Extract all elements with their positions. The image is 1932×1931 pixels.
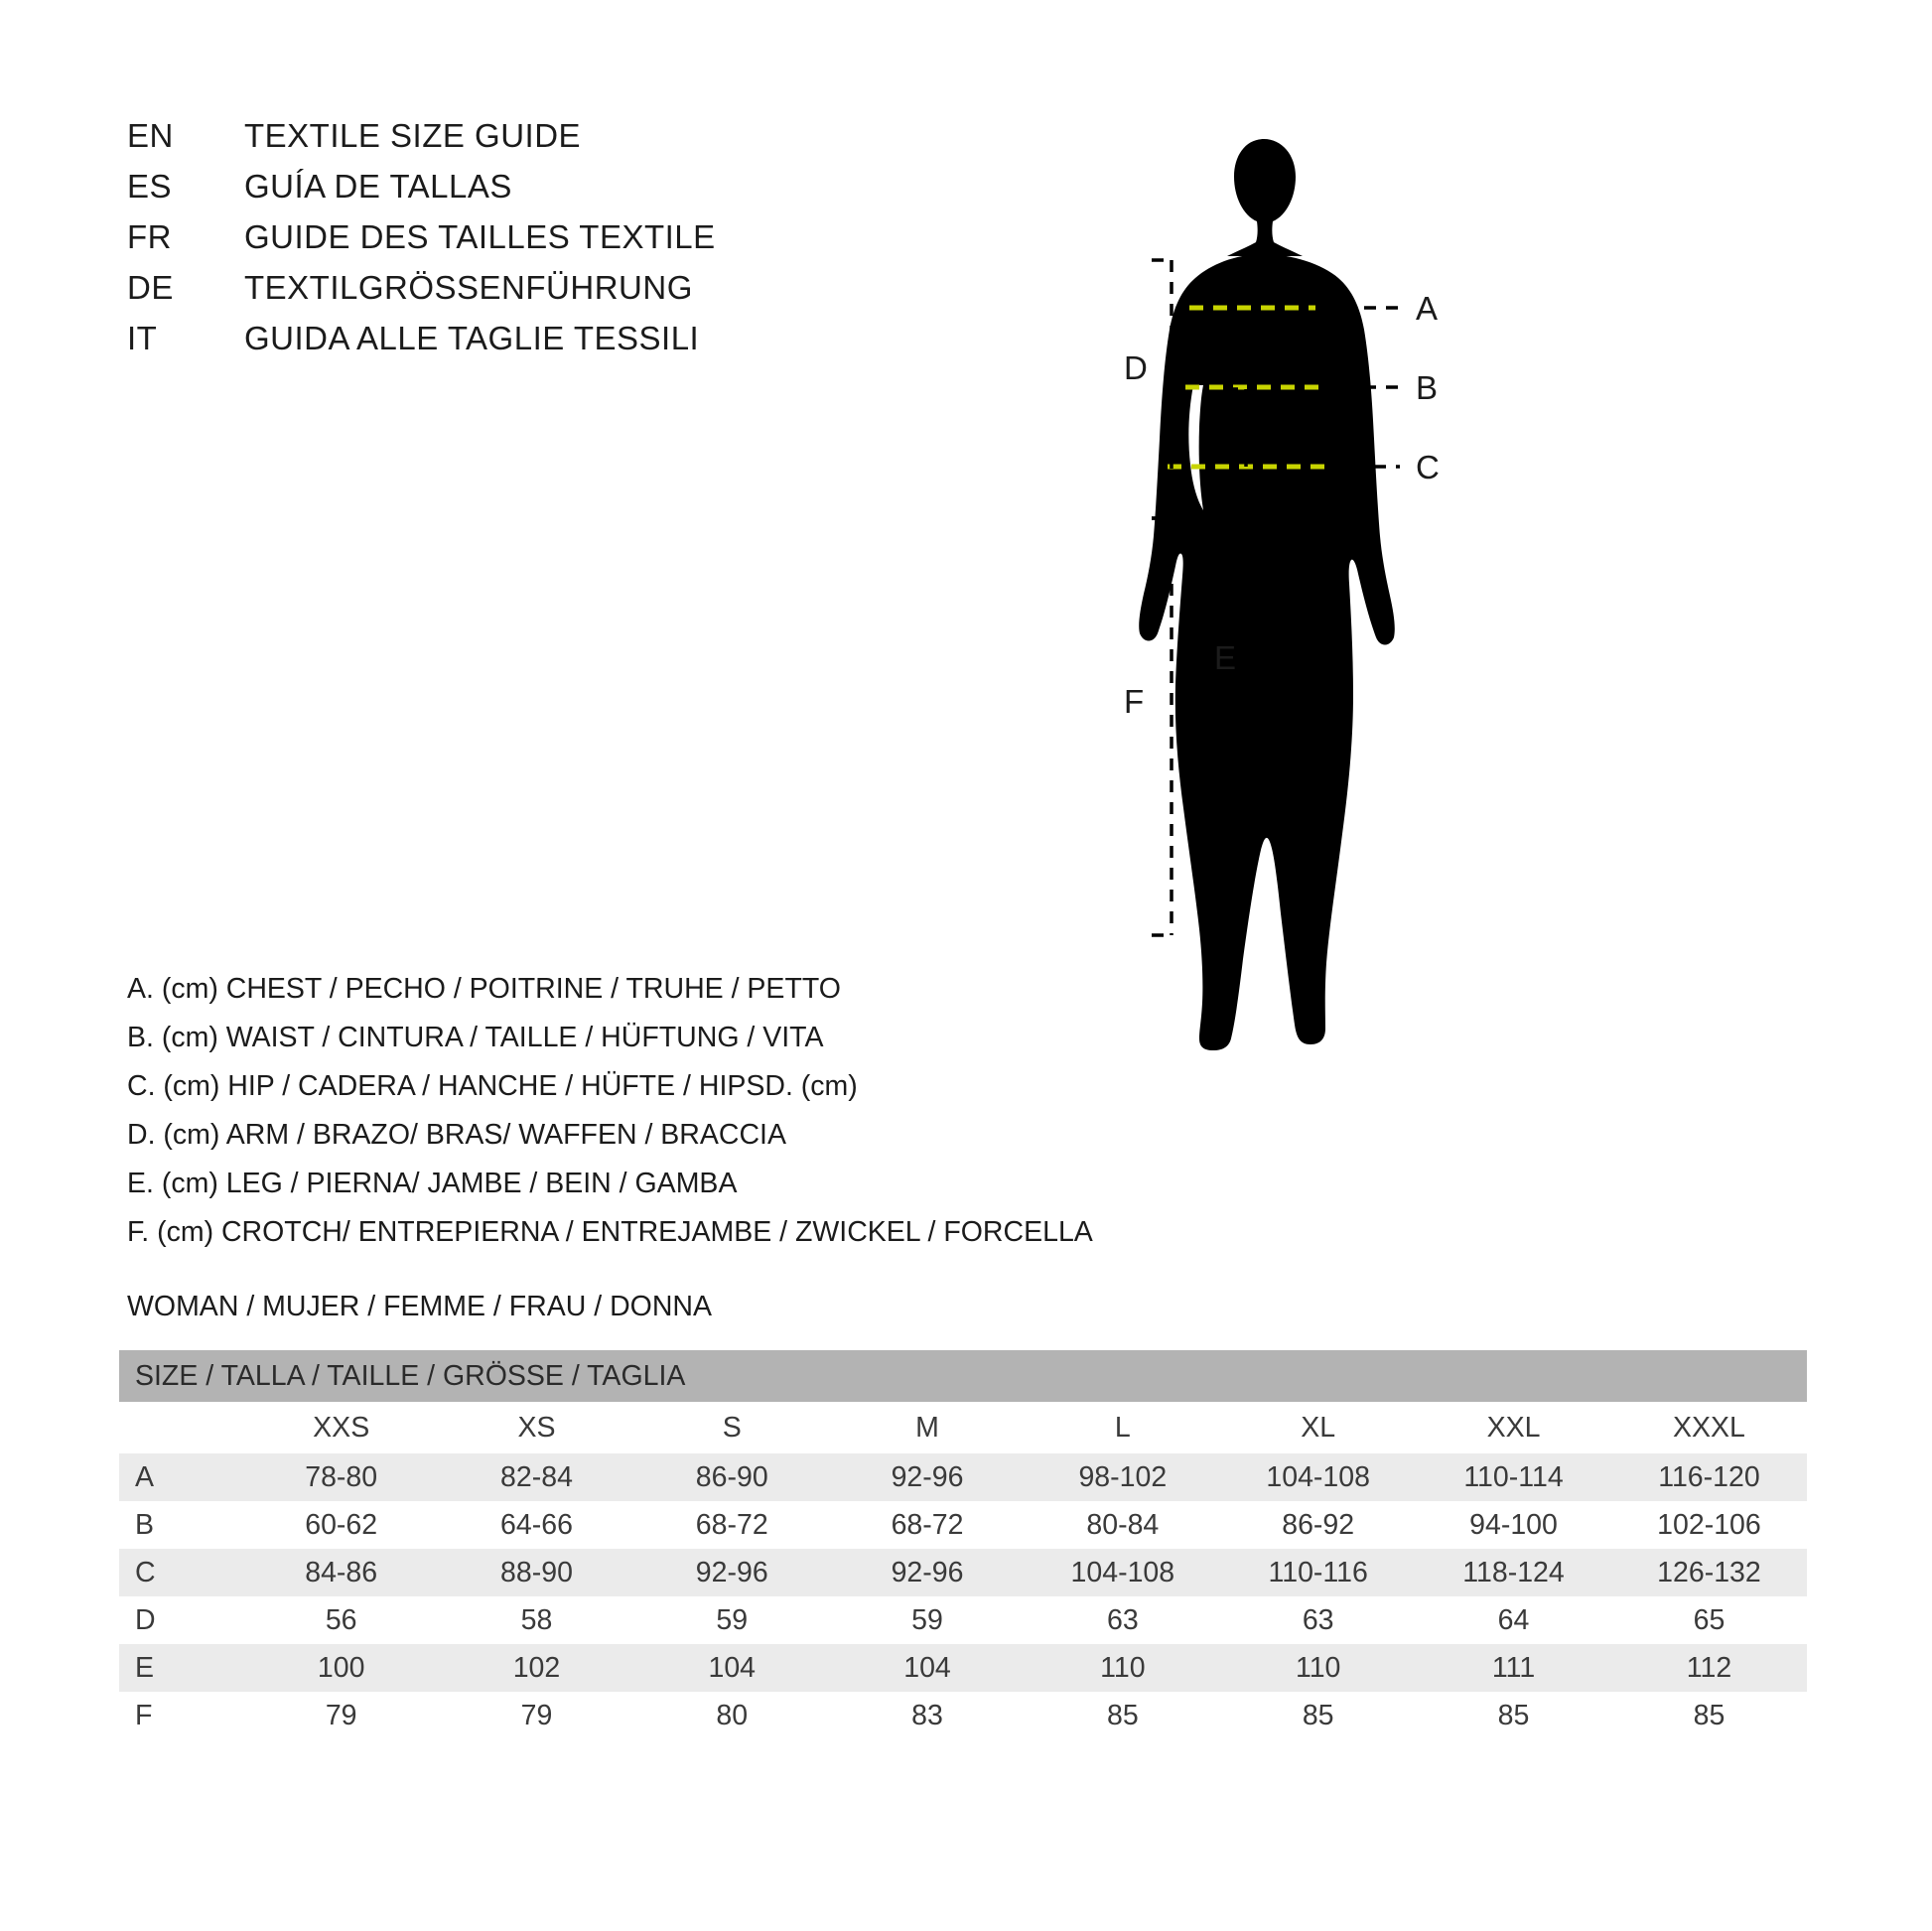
marker-label-b: B: [1416, 369, 1439, 406]
table-row-label-d: D: [119, 1596, 243, 1644]
cell-d-xl: 63: [1220, 1596, 1416, 1644]
cell-c-s: 92-96: [634, 1549, 830, 1596]
language-code-it: IT: [127, 320, 158, 356]
legend-item-a: A. (cm) CHEST / PECHO / POITRINE / TRUHE / PETTO: [127, 973, 841, 1005]
legend-item-b: B. (cm) WAIST / CINTURA / TAILLE / HÜFTUNG / VITA: [127, 1022, 824, 1053]
table-col-header-xs: XS: [439, 1402, 634, 1453]
table-corner-cell: [119, 1402, 243, 1453]
language-code-es: ES: [127, 168, 173, 205]
table-row: [119, 1596, 1807, 1644]
legend-item-e: E. (cm) LEG / PIERNA/ JAMBE / BEIN / GAMBA: [127, 1168, 738, 1199]
legend-item-f: F. (cm) CROTCH/ ENTREPIERNA / ENTREJAMBE / ZWICKEL / FORCELLA: [127, 1216, 1093, 1248]
title-block: [127, 117, 882, 370]
table-row: [119, 1549, 1807, 1596]
legend-item-d: D. (cm) ARM / BRAZO/ BRAS/ WAFFEN / BRACCIA: [127, 1119, 786, 1151]
cell-d-s: 59: [634, 1596, 830, 1644]
marker-label-a: A: [1416, 290, 1439, 327]
marker-label-c: C: [1416, 449, 1440, 485]
title-row-fr: [127, 218, 882, 269]
table-header-row: [119, 1402, 1807, 1453]
table-row: [119, 1453, 1807, 1501]
cell-f-s: 80: [634, 1692, 830, 1739]
legend-item-c: C. (cm) HIP / CADERA / HANCHE / HÜFTE / HIPSD. (cm): [127, 1070, 858, 1102]
table-col-header-s: S: [634, 1402, 830, 1453]
cell-e-l: 110: [1025, 1644, 1220, 1692]
cell-b-l: 80-84: [1025, 1501, 1220, 1549]
table-col-header-xxs: XXS: [243, 1402, 439, 1453]
cell-f-xl: 85: [1220, 1692, 1416, 1739]
cell-b-xxs: 60-62: [243, 1501, 439, 1549]
marker-label-e: E: [1214, 639, 1237, 676]
table-col-header-xxxl: XXXL: [1611, 1402, 1807, 1453]
cell-a-xs: 82-84: [439, 1453, 634, 1501]
cell-a-xl: 104-108: [1220, 1453, 1416, 1501]
table-col-header-xxl: XXL: [1416, 1402, 1611, 1453]
cell-d-xs: 58: [439, 1596, 634, 1644]
cell-d-xxl: 64: [1416, 1596, 1611, 1644]
cell-f-m: 83: [830, 1692, 1026, 1739]
cell-a-m: 92-96: [830, 1453, 1026, 1501]
female-silhouette: [1139, 139, 1395, 1050]
title-row-it: [127, 320, 882, 370]
cell-a-s: 86-90: [634, 1453, 830, 1501]
language-code-fr: FR: [127, 218, 172, 255]
gender-label: WOMAN / MUJER / FEMME / FRAU / DONNA: [127, 1291, 712, 1322]
cell-f-xs: 79: [439, 1692, 634, 1739]
cell-c-l: 104-108: [1025, 1549, 1220, 1596]
table-row-label-e: E: [119, 1644, 243, 1692]
cell-b-xxxl: 102-106: [1611, 1501, 1807, 1549]
table-row: [119, 1501, 1807, 1549]
cell-e-xxs: 100: [243, 1644, 439, 1692]
cell-a-l: 98-102: [1025, 1453, 1220, 1501]
title-row-de: [127, 269, 882, 320]
size-table: [119, 1350, 1807, 1739]
cell-d-xxs: 56: [243, 1596, 439, 1644]
title-row-en: [127, 117, 882, 168]
title-text-en: TEXTILE SIZE GUIDE: [244, 117, 582, 154]
cell-a-xxl: 110-114: [1416, 1453, 1611, 1501]
cell-d-m: 59: [830, 1596, 1026, 1644]
cell-b-m: 68-72: [830, 1501, 1026, 1549]
cell-b-s: 68-72: [634, 1501, 830, 1549]
table-row: [119, 1692, 1807, 1739]
table-row: [119, 1644, 1807, 1692]
language-code-en: EN: [127, 117, 174, 154]
table-col-header-m: M: [830, 1402, 1026, 1453]
cell-b-xxl: 94-100: [1416, 1501, 1611, 1549]
cell-c-xxl: 118-124: [1416, 1549, 1611, 1596]
table-row-label-b: B: [119, 1501, 243, 1549]
title-row-es: [127, 168, 882, 218]
table-col-header-l: L: [1025, 1402, 1220, 1453]
marker-label-d: D: [1124, 349, 1148, 386]
cell-b-xl: 86-92: [1220, 1501, 1416, 1549]
cell-f-xxs: 79: [243, 1692, 439, 1739]
table-col-header-xl: XL: [1220, 1402, 1416, 1453]
cell-d-l: 63: [1025, 1596, 1220, 1644]
title-text-es: GUÍA DE TALLAS: [244, 168, 512, 205]
title-text-fr: GUIDE DES TAILLES TEXTILE: [244, 218, 716, 255]
cell-f-l: 85: [1025, 1692, 1220, 1739]
table-row-label-f: F: [119, 1692, 243, 1739]
cell-e-xxl: 111: [1416, 1644, 1611, 1692]
cell-a-xxxl: 116-120: [1611, 1453, 1807, 1501]
cell-f-xxxl: 85: [1611, 1692, 1807, 1739]
marker-label-f: F: [1124, 683, 1145, 720]
cell-c-xxxl: 126-132: [1611, 1549, 1807, 1596]
cell-e-m: 104: [830, 1644, 1026, 1692]
table-band-row: [119, 1350, 1807, 1402]
title-text-de: TEXTILGRÖSSENFÜHRUNG: [244, 269, 693, 306]
table-row-label-c: C: [119, 1549, 243, 1596]
cell-c-xl: 110-116: [1220, 1549, 1416, 1596]
cell-a-xxs: 78-80: [243, 1453, 439, 1501]
table-band-label: SIZE / TALLA / TAILLE / GRÖSSE / TAGLIA: [119, 1350, 1807, 1402]
cell-e-s: 104: [634, 1644, 830, 1692]
language-code-de: DE: [127, 269, 174, 306]
cell-b-xs: 64-66: [439, 1501, 634, 1549]
table-row-label-a: A: [119, 1453, 243, 1501]
cell-c-xs: 88-90: [439, 1549, 634, 1596]
cell-e-xs: 102: [439, 1644, 634, 1692]
cell-d-xxxl: 65: [1611, 1596, 1807, 1644]
cell-c-xxs: 84-86: [243, 1549, 439, 1596]
title-text-it: GUIDA ALLE TAGLIE TESSILI: [244, 320, 700, 356]
measurement-legend: [127, 965, 1199, 1257]
cell-f-xxl: 85: [1416, 1692, 1611, 1739]
cell-e-xl: 110: [1220, 1644, 1416, 1692]
cell-c-m: 92-96: [830, 1549, 1026, 1596]
cell-e-xxxl: 112: [1611, 1644, 1807, 1692]
